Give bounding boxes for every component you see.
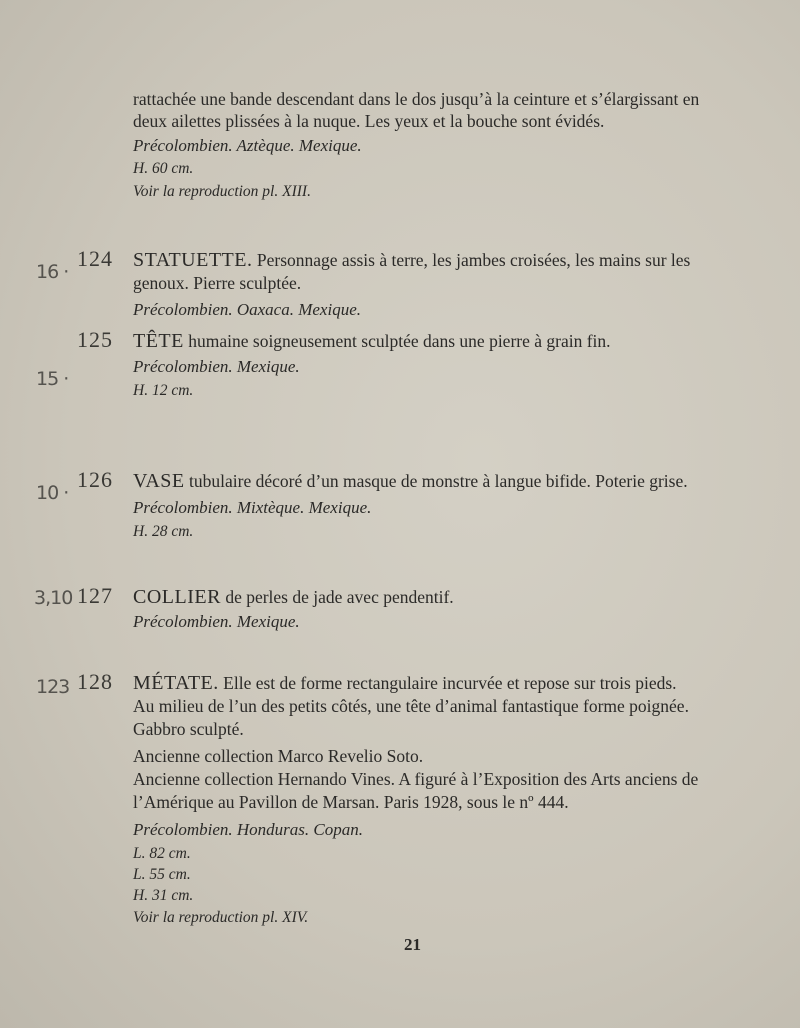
entry-124-line-1 xyxy=(133,249,690,271)
entry-125-origin: Précolombien. Mexique. xyxy=(133,357,300,376)
entry-126-description: tubulaire décoré d’un masque de monstre à langue bifide. Poterie grise. xyxy=(189,471,688,491)
entry-127-description: de perles de jade avec pendentif. xyxy=(225,587,454,607)
entry-128-line-2: Au milieu de l’un des petits côtés, une tête d’animal fantastique forme poignée. xyxy=(133,696,689,716)
lot-number-124: 124 xyxy=(77,246,113,271)
entry-124-title: STATUETTE. xyxy=(133,249,253,271)
intro-line-1: rattachée une bande descendant dans le dos jusqu’à la ceinture et s’élargissant en xyxy=(133,89,700,109)
entry-128-origin: Précolombien. Honduras. Copan. xyxy=(133,820,363,839)
intro-origin: Précolombien. Aztèque. Mexique. xyxy=(133,136,362,155)
entry-126-height: H. 28 cm. xyxy=(133,523,194,540)
entry-125-title: TÊTE xyxy=(133,330,184,352)
entry-128-width: L. 55 cm. xyxy=(133,866,191,883)
entry-126-line-1 xyxy=(133,470,688,492)
entry-125-height: H. 12 cm. xyxy=(133,382,194,399)
entry-128-height: H. 31 cm. xyxy=(133,887,194,904)
lot-number-126: 126 xyxy=(77,467,113,492)
entry-128-line-1 xyxy=(133,672,677,694)
lot-number-127: 127 xyxy=(77,583,113,608)
entry-124-description: Personnage assis à terre, les jambes croisées, les mains sur les xyxy=(256,250,691,270)
entry-128-description: Elle est de forme rectangulaire incurvée et repose sur trois pieds. xyxy=(223,673,677,693)
lot-number-128: 128 xyxy=(77,669,113,694)
entry-128-length: L. 82 cm. xyxy=(133,845,191,862)
entry-128-provenance-2a: Ancienne collection Hernando Vines. A figuré à l’Exposition des Arts anciens de xyxy=(133,769,699,789)
margin-note-125: 15 · xyxy=(36,368,69,390)
entry-128-line-3: Gabbro sculpté. xyxy=(133,719,244,739)
entry-128-reproduction: Voir la reproduction pl. XIV. xyxy=(133,909,309,926)
entry-128-provenance-1: Ancienne collection Marco Revelio Soto. xyxy=(133,746,424,766)
entry-125-description: humaine soigneusement sculptée dans une pierre à grain fin. xyxy=(188,331,611,351)
entry-128-provenance-2b: l’Amérique au Pavillon de Marsan. Paris 1928, sous le nº 444. xyxy=(133,792,569,812)
intro-line-2: deux ailettes plissées à la nuque. Les yeux et la bouche sont évidés. xyxy=(133,111,605,131)
margin-note-124: 16 · xyxy=(36,261,69,283)
entry-128-title: MÉTATE. xyxy=(133,672,219,694)
lot-number-125: 125 xyxy=(77,327,113,352)
entry-127-title: COLLIER xyxy=(133,586,221,608)
entry-127-origin: Précolombien. Mexique. xyxy=(133,612,300,631)
margin-note-128: 123 xyxy=(36,676,70,698)
intro-height: H. 60 cm. xyxy=(133,160,194,177)
entry-126-origin: Précolombien. Mixtèque. Mexique. xyxy=(133,498,372,517)
entry-124-line-2: genoux. Pierre sculptée. xyxy=(133,273,302,293)
margin-note-127: 3,10 xyxy=(34,587,73,609)
entry-127-line-1 xyxy=(133,586,454,608)
entry-125-line-1 xyxy=(133,330,611,352)
intro-reproduction: Voir la reproduction pl. XIII. xyxy=(133,183,311,200)
page-number: 21 xyxy=(404,935,421,954)
entry-124-origin: Précolombien. Oaxaca. Mexique. xyxy=(133,300,361,319)
margin-note-126: 10 · xyxy=(36,482,69,504)
entry-126-title: VASE xyxy=(133,470,185,492)
